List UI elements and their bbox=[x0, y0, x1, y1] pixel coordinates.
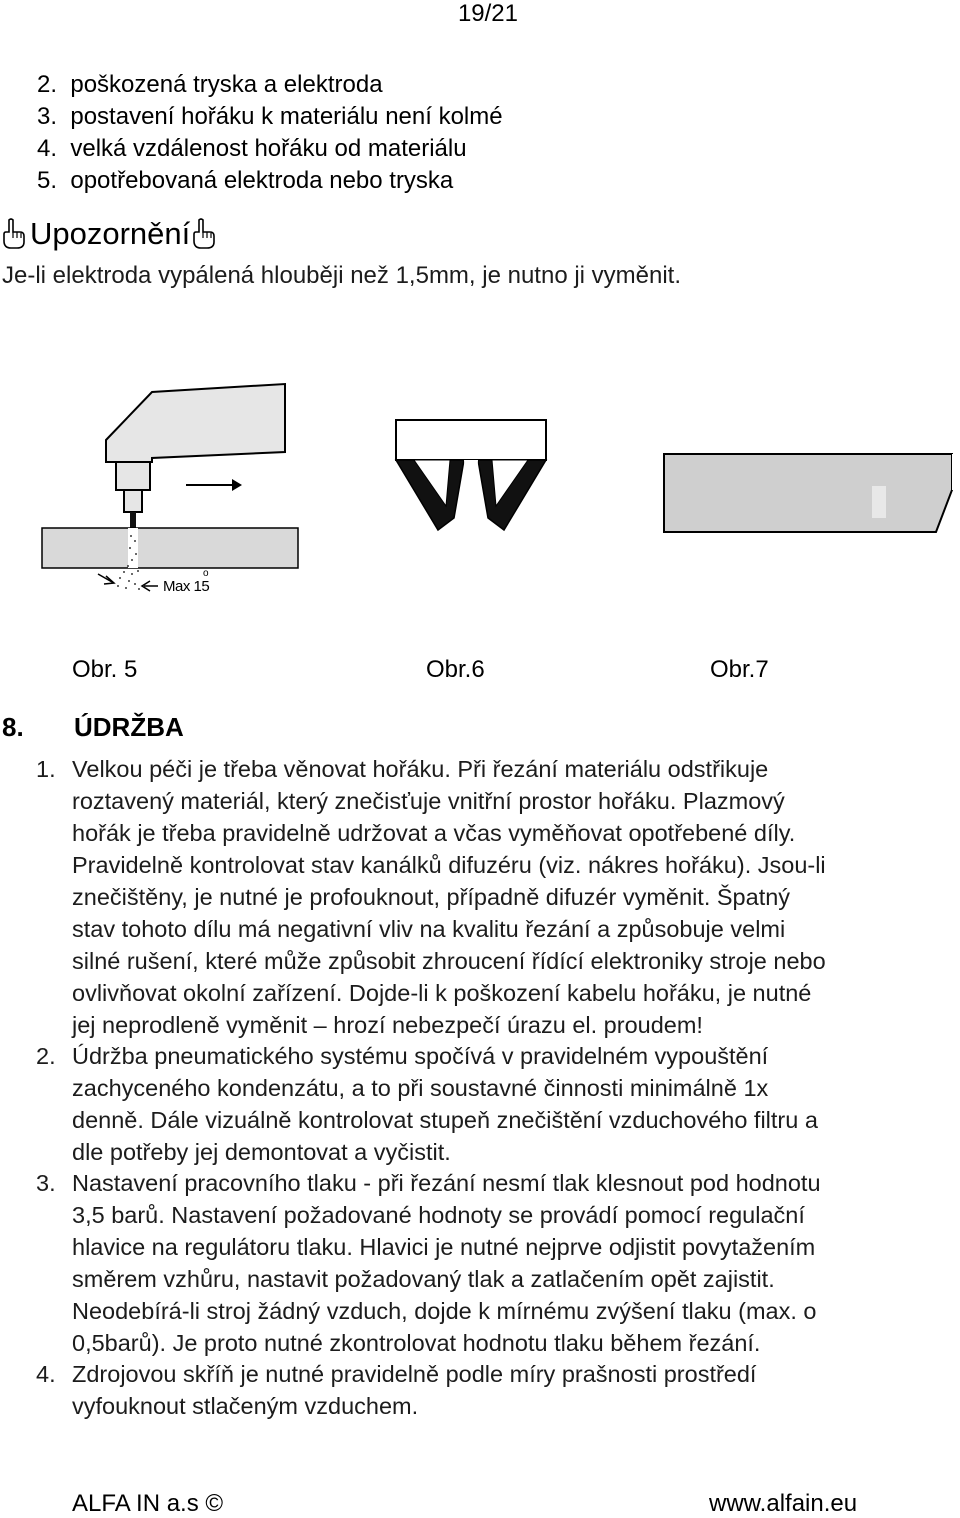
torch-nozzle bbox=[124, 490, 142, 512]
warning-title: Upozornění bbox=[30, 216, 191, 251]
paragraph-line: jej neprodleně vyměnit – hrozí nebezpečí úrazu el. proudem! bbox=[72, 1012, 703, 1038]
paragraph-line: stav tohoto dílu má negativní vliv na kvalitu řezání a způsobuje velmi bbox=[72, 916, 786, 942]
figure-nozzle-section bbox=[390, 418, 552, 536]
paragraph-line: Velkou péči je třeba věnovat hořáku. Při řezání materiálu odstřikuje bbox=[72, 756, 769, 782]
paragraph-line: denně. Dále vizuálně kontrolovat stupeň znečištění vzduchového filtru a bbox=[72, 1107, 818, 1133]
paragraph-line: Neodebírá-li stroj žádný vzduch, dojde k mírnému zvýšení tlaku (max. o bbox=[72, 1298, 817, 1324]
paragraph-line: 0,5barů). Je proto nutné zkontrolovat hodnotu tlaku během řezání. bbox=[72, 1330, 761, 1356]
figure-caption: Obr.7 bbox=[710, 656, 769, 683]
paragraph-line: 3,5 barů. Nastavení požadované hodnoty se provádí pomocí regulační bbox=[72, 1202, 805, 1228]
fig5-degree-mark: o bbox=[203, 568, 209, 579]
paragraph-line: ovlivňovat okolní zařízení. Dojde-li k poškození kabelu hořáku, je nutné bbox=[72, 980, 812, 1006]
section-heading: 8. ÚDRŽBA bbox=[2, 712, 184, 742]
paragraph-line: Pravidelně kontrolovat stav kanálků difuzéru (viz. nákres hořáku). Jsou-li bbox=[72, 852, 826, 878]
figure-electrode bbox=[660, 450, 960, 536]
figure-torch-cutting bbox=[40, 378, 300, 600]
paragraph-line: směrem vzhůru, nastavit požadovaný tlak a zatlačením opět zajistit. bbox=[72, 1266, 775, 1292]
pointing-hand-icon bbox=[190, 218, 220, 258]
electrode-body bbox=[664, 454, 952, 532]
warning-text: Je-li elektroda vypálená hlouběji než 1,5mm, je nutno ji vyměnit. bbox=[2, 262, 682, 289]
paragraph-line: silné rušení, které může způsobit zhroucení řídící elektroniky stroje nebo bbox=[72, 948, 826, 974]
list-item: 5. opotřebovaná elektroda nebo tryska bbox=[37, 167, 454, 194]
paragraph-line: vyfouknout stlačeným vzduchem. bbox=[72, 1393, 419, 1419]
paragraph-line: hlavice na regulátoru tlaku. Hlavici je nutné nejprve odjistit povytažením bbox=[72, 1234, 816, 1260]
footer-company: ALFA IN a.s © bbox=[72, 1490, 224, 1517]
material-plate bbox=[42, 528, 298, 568]
pointing-hand-icon bbox=[0, 218, 30, 258]
list-item: 4. velká vzdálenost hořáku od materiálu bbox=[37, 135, 467, 162]
paragraph-line: roztavený materiál, který znečisťuje vnitřní prostor hořáku. Plazmový bbox=[72, 788, 785, 814]
torch-body bbox=[106, 384, 285, 462]
paragraph-line: zachyceného kondenzátu, a to při soustavné činnosti minimálně 1x bbox=[72, 1075, 769, 1101]
page-number: 19/21 bbox=[457, 0, 518, 27]
footer-website: www.alfain.eu bbox=[709, 1490, 858, 1517]
paragraph-line: hořák je třeba pravidelně udržovat a včas vyměňovat opotřebené díly. bbox=[72, 820, 796, 846]
warning-heading bbox=[0, 216, 220, 258]
paragraph-line: Údržba pneumatického systému spočívá v pravidelném vypouštění bbox=[72, 1043, 769, 1069]
list-item: 2. poškozená tryska a elektroda bbox=[37, 71, 383, 98]
figure-caption: Obr. 5 bbox=[72, 656, 138, 683]
list-item: 3. postavení hořáku k materiálu není kolmé bbox=[37, 103, 503, 130]
figure-caption: Obr.6 bbox=[426, 656, 485, 683]
torch-neck bbox=[116, 462, 150, 490]
paragraph-line: znečištěny, je nutné je profouknout, případně difuzér vyměnit. Špatný bbox=[72, 884, 791, 910]
fig5-angle-label: Max 15 bbox=[163, 578, 210, 595]
paragraph-line: dle potřeby jej demontovat a vyčistit. bbox=[72, 1139, 451, 1165]
paragraph-line: Zdrojovou skříň je nutné pravidelně podle míry prašnosti prostředí bbox=[72, 1361, 757, 1387]
paragraph-line: Nastavení pracovního tlaku - při řezání nesmí tlak klesnout pod hodnotu bbox=[72, 1170, 821, 1196]
